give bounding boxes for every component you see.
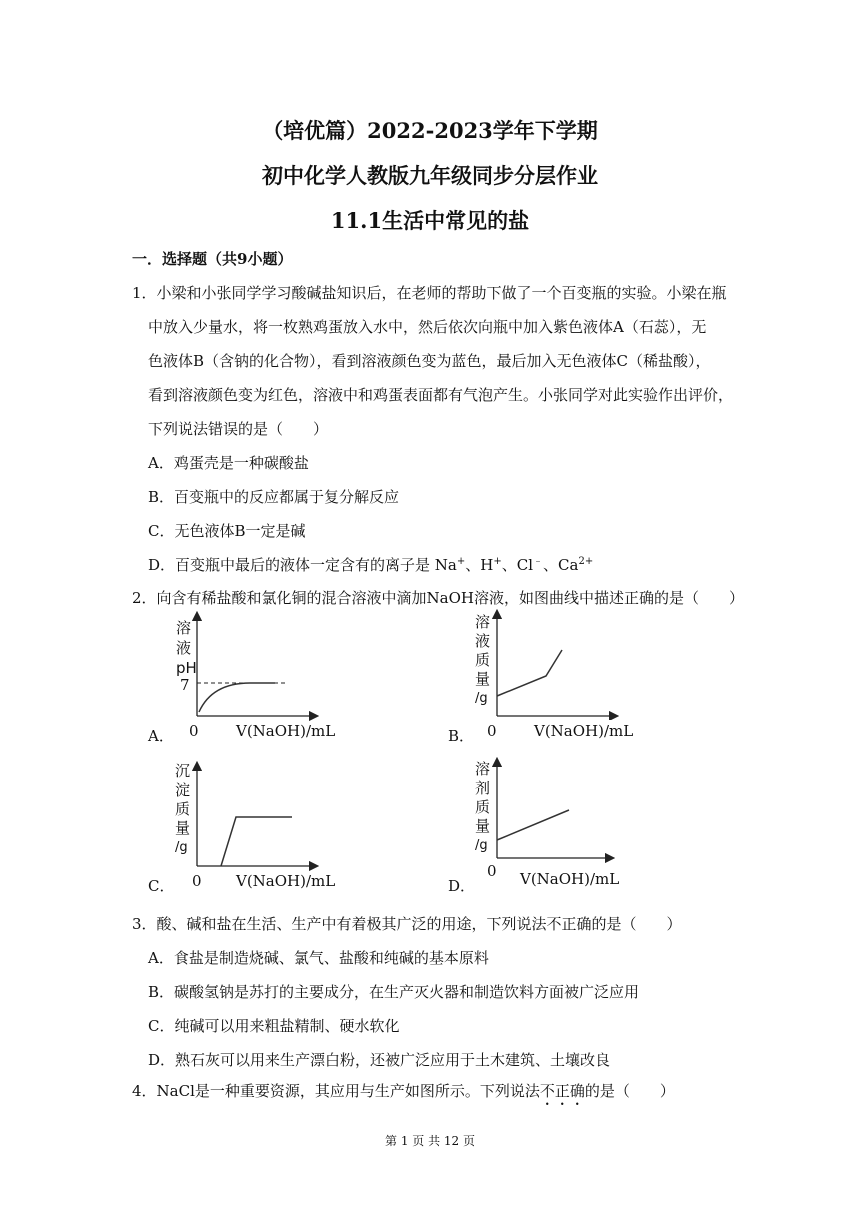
q2-graph-c-xlabel: V(NaOH)/mL: [236, 872, 336, 890]
q4-stem: 4．NaCl是一种重要资源，其应用与生产如图所示。下列说法不正确的是（ ）: [132, 1082, 675, 1100]
q2-graph-b-ylabel: 溶 液 质 量 /g: [475, 613, 491, 706]
q2-graph-d-xlabel: V(NaOH)/mL: [520, 870, 620, 888]
q2-graph-a-xlabel: V(NaOH)/mL: [236, 722, 336, 740]
q2-graph-c-option: C．: [148, 877, 175, 895]
q4-emphasis: 不正确: [539, 1082, 585, 1100]
title-line-1: （培优篇）2022-2023学年下学期: [262, 118, 598, 143]
q1-option-b: B．百变瓶中的反应都属于复分解反应: [148, 488, 400, 506]
q2-graph-c-ylabel: 沉 淀 质 量 /g: [175, 762, 191, 855]
q2-graph-d-ylabel: 溶 剂 质 量 /g: [475, 760, 491, 853]
q1-option-d: D．百变瓶中最后的液体一定含有的离子是 Na+、H+、Cl﹣、$Ca^{2+}$: [148, 556, 594, 574]
q2-stem: 2．向含有稀盐酸和氯化铜的混合溶液中滴加NaOH溶液，如图曲线中描述正确的是（ ）: [132, 589, 744, 607]
page-footer: 第 1 页 共 12 页: [385, 1134, 475, 1148]
q2-graph-c-plot: [190, 760, 320, 872]
q1-line-2: 中放入少量水，将一枚熟鸡蛋放入水中，然后依次向瓶中加入紫色液体A（石蕊），无: [148, 318, 707, 336]
q1-line-5: 下列说法错误的是（ ）: [148, 420, 329, 438]
q2-graph-c-origin: 0: [192, 872, 202, 890]
q2-graph-b-option: B．: [448, 727, 475, 745]
q2-graph-b-xlabel: V(NaOH)/mL: [534, 722, 634, 740]
q2-graph-a-ylabel: 溶 液 pH: [176, 619, 197, 677]
q2-graph-a-tick: 7: [180, 676, 190, 694]
q1-option-c: C．无色液体B一定是碱: [148, 522, 306, 540]
q3-option-d: D．熟石灰可以用来生产漂白粉，还被广泛应用于土木建筑、土壤改良: [148, 1051, 611, 1069]
q3-option-a: A．食盐是制造烧碱、氯气、盐酸和纯碱的基本原料: [148, 949, 489, 967]
q1-line-3: 色液体B（含钠的化合物），看到溶液颜色变为蓝色，最后加入无色液体C（稀盐酸），: [148, 352, 711, 370]
q2-graph-a-plot: [190, 610, 320, 722]
q3-option-b: B．碳酸氢钠是苏打的主要成分，在生产灭火器和制造饮料方面被广泛应用: [148, 983, 640, 1001]
q1-option-a: A．鸡蛋壳是一种碳酸盐: [148, 454, 309, 472]
q2-graph-b-origin: 0: [487, 722, 497, 740]
q1-line-4: 看到溶液颜色变为红色，溶液中和鸡蛋表面都有气泡产生。小张同学对此实验作出评价，: [148, 386, 734, 404]
q2-graph-d-plot: [490, 756, 620, 868]
q2-graph-d-origin: 0: [487, 862, 497, 880]
section-heading: 一．选择题（共9小题）: [132, 250, 293, 268]
q1-line-1: 1．小梁和小张同学学习酸碱盐知识后，在老师的帮助下做了一个百变瓶的实验。小梁在瓶: [132, 284, 727, 302]
title-line-3: 11.1生活中常见的盐: [330, 208, 530, 233]
q1-option-d-text: D．百变瓶中最后的液体一定含有的离子是 Na: [148, 556, 457, 574]
q2-graph-d-option: D．: [448, 877, 476, 895]
q2-graph-a-option: A．: [148, 727, 174, 745]
q3-option-c: C．纯碱可以用来粗盐精制、硬水软化: [148, 1017, 400, 1035]
q3-stem: 3．酸、碱和盐在生活、生产中有着极其广泛的用途，下列说法不正确的是（ ）: [132, 915, 682, 933]
q2-graph-a-origin: 0: [189, 722, 199, 740]
q2-graph-b-plot: [490, 608, 620, 720]
title-line-2: 初中化学人教版九年级同步分层作业: [262, 163, 598, 188]
